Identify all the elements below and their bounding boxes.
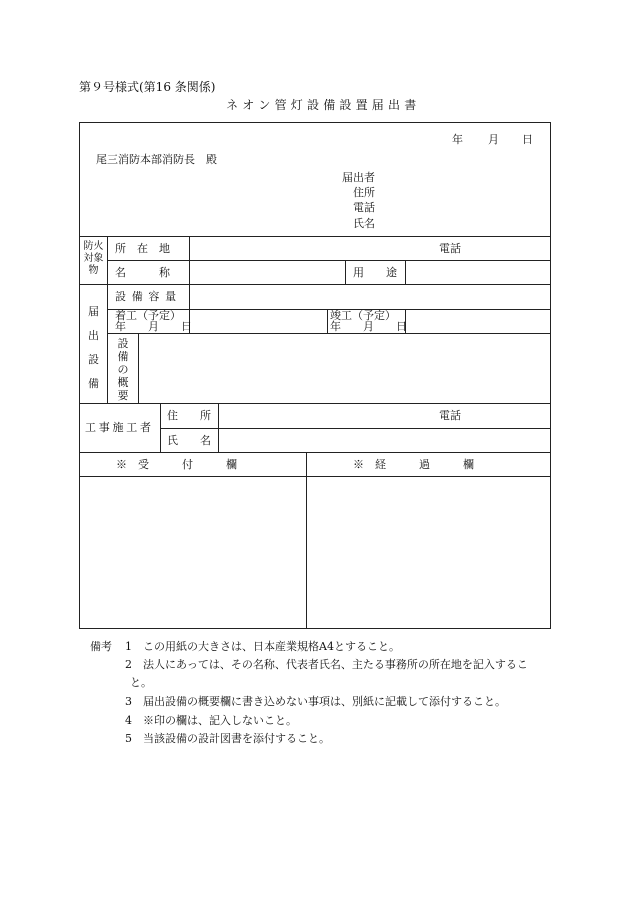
rule-contractor-top bbox=[79, 403, 551, 404]
rule-receipt-head bbox=[79, 476, 551, 477]
rule-fire-mid bbox=[107, 260, 551, 261]
overview-char-4: 概 bbox=[117, 376, 129, 389]
rule-receipt-top bbox=[79, 452, 551, 453]
fire-location-label: 所 在 地 bbox=[115, 242, 170, 255]
fire-target-group-label bbox=[80, 241, 107, 277]
note-1-num: 1 bbox=[125, 640, 132, 653]
note-3-num: 3 bbox=[125, 695, 132, 708]
rule-finish-left bbox=[327, 309, 328, 334]
note-2-text: 法人にあっては、その名称、代表者氏名、主たる事務所の所在地を記入するこ bbox=[143, 658, 528, 671]
applicant-address-label: 住所 bbox=[353, 186, 375, 199]
fire-use-label: 用 途 bbox=[353, 266, 397, 279]
applicant-phone-label: 電話 bbox=[353, 201, 375, 214]
note-3-text: 届出設備の概要欄に書き込めない事項は、別紙に記載して添付すること。 bbox=[143, 695, 506, 708]
note-2-num: 2 bbox=[125, 658, 132, 671]
rule-overview-col bbox=[138, 333, 139, 404]
fire-target-group-line-2: 対象 bbox=[83, 253, 104, 264]
notes-heading: 備考 bbox=[90, 640, 112, 653]
date-day: 日 bbox=[522, 133, 533, 146]
applicant-name-label: 氏名 bbox=[353, 217, 375, 230]
note-5-num: 5 bbox=[125, 732, 132, 745]
equipment-group-label bbox=[80, 300, 107, 396]
frame-top bbox=[79, 122, 551, 123]
rule-use-right bbox=[405, 260, 406, 285]
frame-right bbox=[550, 122, 551, 629]
overview-char-1: 設 bbox=[117, 337, 129, 350]
overview-char-3: の bbox=[117, 363, 129, 376]
note-2-text-cont: と。 bbox=[130, 676, 152, 689]
finish-label: 竣工（予定） bbox=[330, 309, 396, 322]
equipment-group-char-1: 届 bbox=[88, 305, 99, 318]
equipment-group-char-3: 設 bbox=[88, 353, 99, 366]
equipment-group-char-2: 出 bbox=[88, 329, 99, 342]
form-number: 第９号様式(第16 条関係) bbox=[79, 80, 216, 94]
contractor-name-label: 氏 名 bbox=[167, 434, 211, 447]
date-month: 月 bbox=[488, 133, 499, 146]
date-year: 年 bbox=[452, 133, 463, 146]
applicant-label: 届出者 bbox=[342, 171, 375, 184]
contractor-group-label: 工事施工者 bbox=[85, 421, 154, 434]
overview-char-2: 備 bbox=[117, 350, 129, 363]
fire-target-group-line-1: 防火 bbox=[83, 241, 104, 252]
note-5-text: 当該設備の設計図書を添付すること。 bbox=[143, 732, 330, 745]
rule-contractor-col1 bbox=[160, 403, 161, 453]
contractor-address-label: 住 所 bbox=[167, 409, 211, 422]
start-label: 着工（予定） bbox=[115, 309, 181, 322]
start-date: 年 月 日 bbox=[115, 320, 192, 333]
overview-char-5: 要 bbox=[117, 389, 129, 402]
form-title: ネオン管灯設備設置届出書 bbox=[226, 98, 421, 112]
reception-label: ※ 受 付 欄 bbox=[116, 458, 237, 471]
rule-use-left bbox=[345, 260, 346, 285]
overview-label bbox=[108, 337, 138, 402]
note-4-num: 4 bbox=[125, 714, 132, 727]
rule-equip-2 bbox=[107, 333, 551, 334]
fire-target-group-line-3: 物 bbox=[88, 265, 99, 276]
rule-equip-top bbox=[79, 284, 551, 285]
rule-fire-top bbox=[79, 236, 551, 237]
addressee: 尾三消防本部消防長 殿 bbox=[96, 153, 217, 166]
note-4-text: ※印の欄は、記入しないこと。 bbox=[143, 714, 297, 727]
progress-label: ※ 経 過 欄 bbox=[353, 458, 474, 471]
rule-contractor-col2 bbox=[218, 403, 219, 453]
fire-phone-label: 電話 bbox=[439, 242, 461, 255]
capacity-label: 設 備 容 量 bbox=[115, 290, 178, 303]
finish-date: 年 月 日 bbox=[330, 320, 407, 333]
rule-receipt-mid bbox=[306, 452, 307, 629]
fire-name-label: 名 称 bbox=[115, 266, 170, 279]
equipment-group-char-4: 備 bbox=[88, 377, 99, 390]
note-1-text: この用紙の大きさは、日本産業規格A4とすること。 bbox=[143, 640, 400, 653]
frame-bottom bbox=[79, 628, 551, 629]
contractor-phone-label: 電話 bbox=[439, 409, 461, 422]
